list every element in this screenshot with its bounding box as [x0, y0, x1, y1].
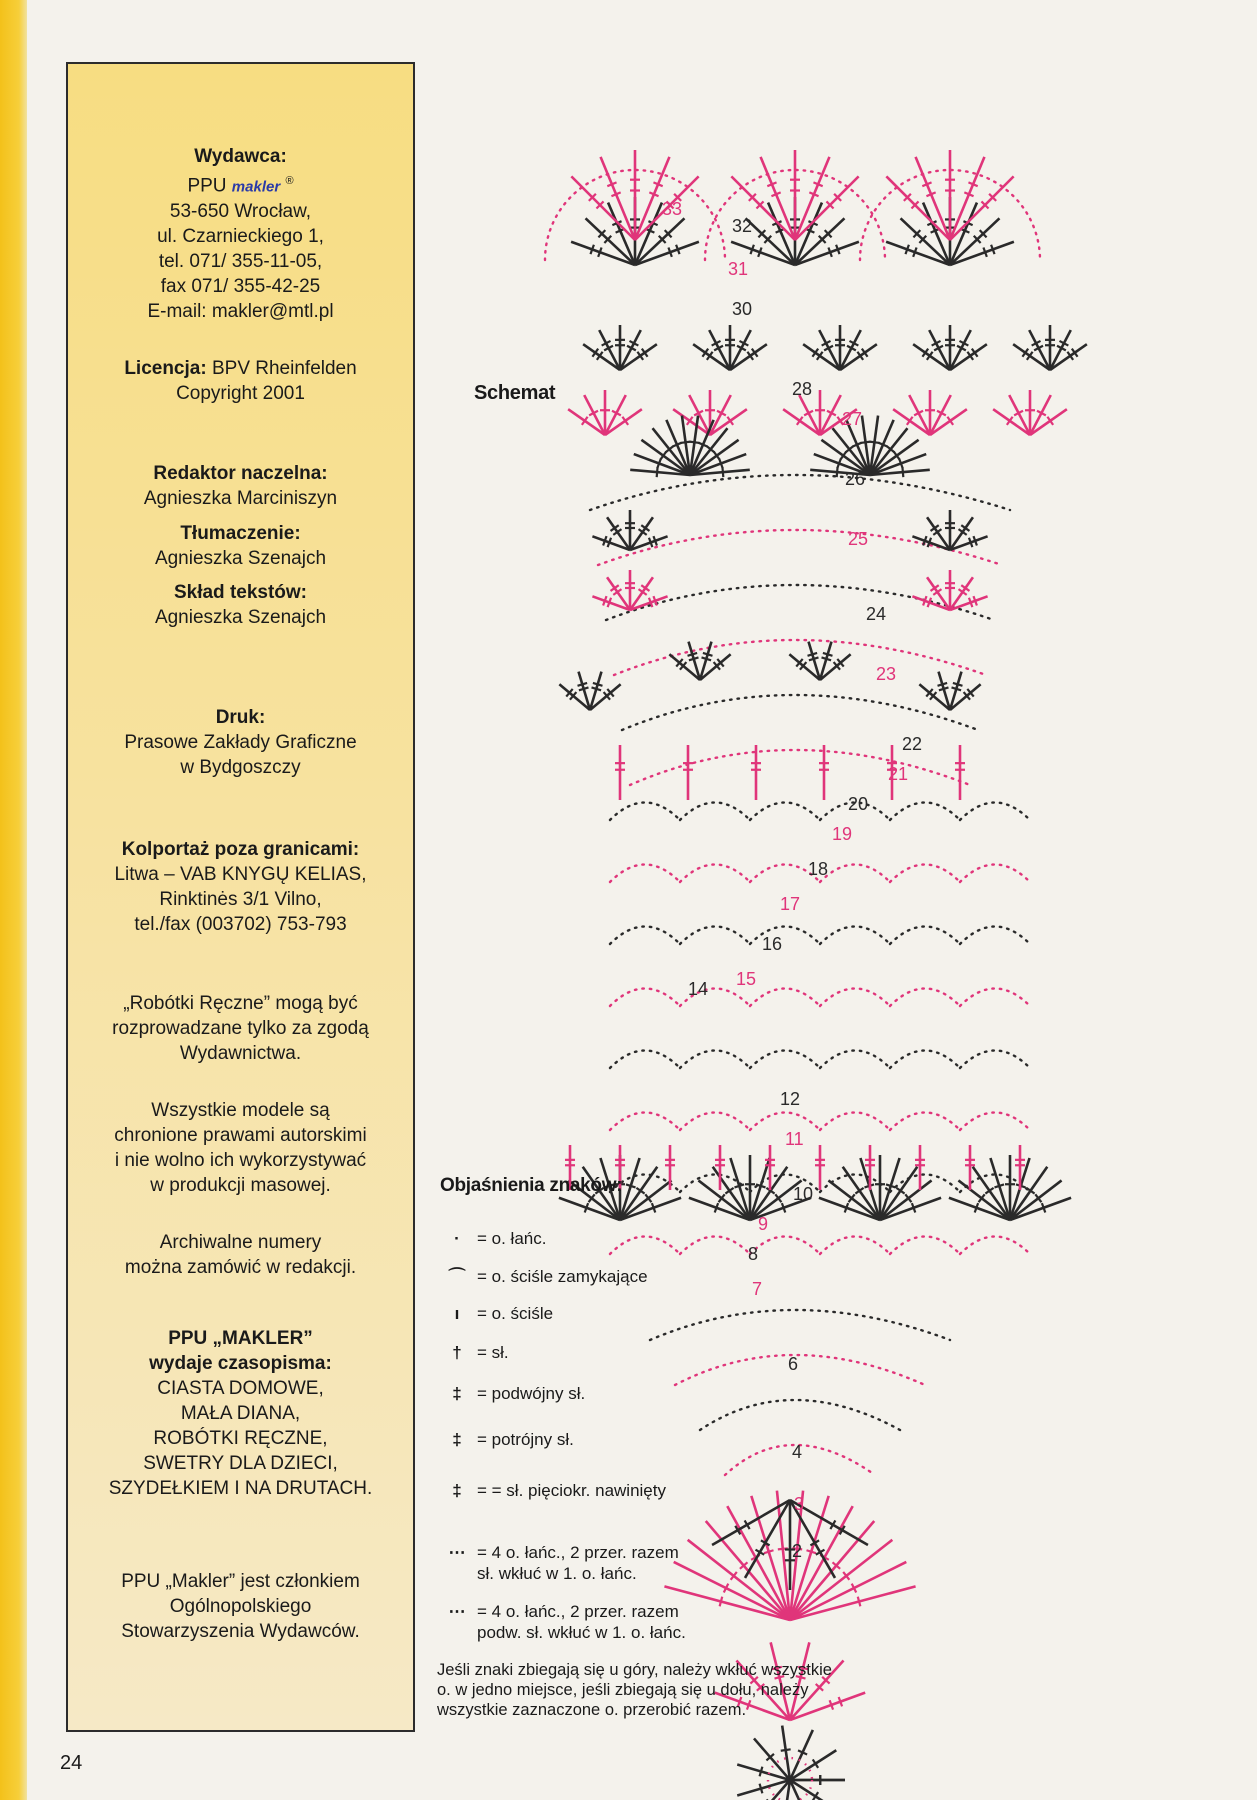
legend-symbol: ‡	[452, 1384, 462, 1403]
legend-text: = o. ściśle	[477, 1304, 554, 1323]
stitch-bar	[837, 467, 838, 477]
magazine-title: SZYDEŁKIEM I NA DRUTACH.	[108, 1478, 373, 1499]
chain-arc	[820, 927, 890, 945]
distribution-heading: Kolportaż poza granicami:	[121, 839, 360, 860]
rights-block	[68, 991, 413, 1066]
typesetting-name: Agnieszka Szenajch	[154, 607, 327, 628]
chain-arc	[750, 1113, 820, 1131]
archive-block	[68, 1230, 413, 1280]
round-number: 3	[794, 1494, 805, 1514]
licence-block	[68, 356, 413, 406]
copyright-notice-line: Wszystkie modele są	[151, 1100, 330, 1121]
translation-name: Agnieszka Szenajch	[154, 548, 327, 569]
archive-line: Archiwalne numery	[159, 1232, 322, 1253]
publisher-line: tel. 071/ 355-11-05,	[158, 251, 323, 273]
publisher-email: E-mail: makler@mtl.pl	[147, 301, 334, 323]
magazines-heading: PPU „MAKLER”	[168, 1328, 313, 1349]
round-number: 24	[866, 604, 887, 624]
round-number: 27	[842, 409, 863, 429]
chain-arc	[680, 1051, 750, 1069]
chain-arc	[700, 1400, 900, 1430]
round-number: 22	[902, 734, 923, 754]
round-number: 12	[780, 1089, 801, 1109]
stitch-bar	[702, 657, 712, 660]
stitch-bar	[809, 657, 819, 660]
copyright-notice-block	[68, 1098, 413, 1198]
stitch-bar	[994, 1184, 1004, 1187]
chain-arc	[680, 927, 750, 945]
stitch-bar	[861, 442, 871, 443]
chain-arc	[820, 865, 890, 883]
chain-arc	[680, 865, 750, 883]
chain-arc	[750, 927, 820, 945]
chain-arc	[890, 1237, 960, 1255]
round-number: 6	[788, 1354, 799, 1374]
magazines-block	[68, 1326, 413, 1501]
round-number: 9	[758, 1214, 769, 1234]
stitch-bar	[822, 657, 832, 660]
stitch-stem	[790, 1586, 916, 1620]
stitch-bar	[760, 1767, 763, 1777]
registered-mark: ®	[285, 175, 294, 187]
licence-label: Licencja:	[124, 358, 207, 379]
chain-arc	[890, 865, 960, 883]
legend-row	[437, 1303, 553, 1324]
publisher-name: PPU	[187, 175, 227, 197]
chain-arc	[590, 475, 1010, 510]
makler-logo: makler	[231, 178, 281, 196]
copyright-notice-line: i nie wolno ich wykorzystywać	[114, 1150, 367, 1171]
stitch-bar	[858, 1597, 861, 1607]
stitch-bar	[823, 653, 833, 656]
chain-arc	[610, 1237, 680, 1255]
round-number: 7	[752, 1279, 763, 1299]
round-number: 15	[736, 969, 757, 989]
stitch-bar	[592, 687, 602, 690]
round-number: 28	[792, 379, 813, 399]
stitch-bar	[657, 467, 658, 477]
legend-row	[437, 1228, 546, 1249]
legend-symbol: ·	[454, 1229, 460, 1248]
chain-arc	[610, 927, 680, 945]
chain-arc	[630, 750, 970, 785]
round-number: 8	[748, 1244, 759, 1264]
stitch-stem	[698, 1180, 750, 1220]
chain-arc	[820, 1113, 890, 1131]
round-number: 18	[808, 859, 829, 879]
stitch-bar	[579, 687, 589, 690]
magazine-title: SWETRY DLA DZIECI,	[143, 1453, 338, 1474]
chain-arc	[750, 803, 820, 821]
chain-arc	[610, 989, 680, 1007]
round-number: 21	[888, 764, 909, 784]
membership-line: PPU „Makler” jest członkiem	[121, 1571, 360, 1592]
round-number: 19	[832, 824, 853, 844]
page-number: 24	[60, 1752, 83, 1774]
stitch-stem	[1010, 1180, 1062, 1220]
round-number: 16	[762, 934, 783, 954]
stitch-bar	[869, 442, 879, 443]
chain-arc	[960, 989, 1030, 1007]
stitch-stem	[958, 1180, 1010, 1220]
stitch-bar	[722, 467, 723, 477]
chain-arc	[960, 1051, 1030, 1069]
legend-text: = sł.	[477, 1343, 509, 1362]
licence-value: BPV Rheinfelden	[211, 358, 357, 379]
stitch-bar	[952, 687, 962, 690]
stitch-bar	[781, 1749, 791, 1750]
chain-arc	[675, 1355, 925, 1385]
print-heading: Druk:	[215, 707, 266, 728]
chain-arc	[610, 1051, 680, 1069]
rights-line: rozprowadzane tylko za zgodą	[112, 1018, 369, 1039]
legend-symbol: ⋯	[448, 1543, 466, 1562]
stitch-bar	[953, 683, 963, 686]
legend-note: Jeśli znaki zbiegają się u góry, należy wkłuć wszystkie o. w jedno miejsce, jeśli zbiegają się u dołu, należy wszystkie zaznaczone o. przerobić razem.	[437, 1661, 832, 1719]
stitch-stem	[795, 176, 859, 240]
chain-arc	[820, 1237, 890, 1255]
chain-arc	[890, 927, 960, 945]
round-number: 2	[792, 1541, 803, 1561]
stitch-bar	[764, 1550, 774, 1553]
legend-symbol: ⌒	[448, 1267, 466, 1286]
chain-arc	[820, 1051, 890, 1069]
magazines-subheading: wydaje czasopisma:	[149, 1353, 332, 1374]
stitch-bar	[703, 653, 713, 656]
editor-name: Agnieszka Marciniszyn	[143, 488, 338, 509]
publisher-line: fax 071/ 355-42-25	[160, 276, 321, 298]
round-number: 17	[780, 894, 801, 914]
legend-row	[437, 1542, 679, 1584]
stitch-bar	[688, 653, 698, 656]
stitch-bar	[720, 1597, 723, 1607]
magazine-title: CIASTA DOMOWE,	[157, 1378, 324, 1399]
legend-row	[437, 1383, 585, 1404]
stitch-stem	[620, 1180, 672, 1220]
legend-symbol: †	[452, 1343, 462, 1362]
round-number: 31	[728, 259, 749, 279]
chain-arc	[960, 1237, 1030, 1255]
magazine-title: ROBÓTKI RĘCZNE,	[153, 1428, 328, 1449]
diagram-label: Schemat	[474, 382, 556, 404]
stitch-stem	[688, 1540, 790, 1620]
stitch-bar	[808, 653, 818, 656]
chain-arc	[750, 989, 820, 1007]
chain-arc	[890, 803, 960, 821]
distribution-line: Litwa – VAB KNYGŲ KELIAS,	[114, 864, 367, 885]
round-number: 30	[732, 299, 753, 319]
round-number: 10	[793, 1184, 814, 1204]
legend-row	[437, 1342, 509, 1363]
chain-arc	[680, 1237, 750, 1255]
chain-arc	[890, 1051, 960, 1069]
distribution-line: Rinktinės 3/1 Vilno,	[159, 889, 322, 910]
translation-heading: Tłumaczenie:	[180, 523, 301, 544]
copyright-line: Copyright 2001	[176, 383, 305, 404]
round-number: 11	[785, 1129, 804, 1149]
round-number: 33	[662, 199, 683, 219]
stitch-bar	[689, 442, 699, 443]
round-number: 23	[876, 664, 897, 684]
round-number: 26	[845, 469, 866, 489]
membership-line: Ogólnopolskiego	[169, 1596, 312, 1617]
print-block	[68, 705, 413, 780]
stitch-bar	[938, 683, 948, 686]
distribution-block	[68, 837, 413, 937]
stitch-stem	[886, 176, 950, 240]
legend-text: = o. ściśle zamykające	[477, 1267, 648, 1286]
chain-arc	[750, 1051, 820, 1069]
stitch-bar	[806, 1550, 816, 1553]
magazine-title: MAŁA DIANA,	[180, 1403, 301, 1424]
publisher-name-line	[68, 169, 413, 199]
print-line: Prasowe Zakłady Graficzne	[124, 732, 357, 753]
legend-text: = 4 o. łańc., 2 przer. razem sł. wkłuć w 1. o. łańc.	[477, 1543, 679, 1583]
stitch-bar	[689, 657, 699, 660]
legend-symbol: ‡	[452, 1430, 462, 1449]
legend-row	[437, 1429, 574, 1450]
round-number: 4	[792, 1442, 803, 1462]
publisher-info-box	[66, 62, 415, 1732]
legend-symbol: ⋯	[448, 1602, 466, 1621]
membership-line: Stowarzyszenia Wydawców.	[121, 1621, 360, 1642]
stitch-stem	[828, 1180, 880, 1220]
stitch-stem	[950, 176, 1014, 240]
stitch-bar	[902, 467, 903, 477]
stitch-stem	[790, 1540, 892, 1620]
chain-arc	[610, 865, 680, 883]
chain-arc	[960, 1113, 1030, 1131]
stitch-bar	[578, 683, 588, 686]
legend-symbol: ‡	[452, 1481, 462, 1500]
legend-text: = o. łańc.	[477, 1229, 547, 1248]
chain-arc	[960, 803, 1030, 821]
editor-block	[68, 461, 413, 511]
stitch-bar	[626, 1184, 636, 1187]
distribution-line: tel./fax (003702) 753-793	[134, 914, 347, 935]
typesetting-block	[68, 580, 413, 630]
chain-arc	[610, 803, 680, 821]
stitch-stem	[571, 176, 635, 240]
legend-row	[437, 1601, 686, 1643]
stitch-bar	[734, 1184, 744, 1187]
stitch-bar	[681, 442, 691, 443]
publisher-block	[68, 144, 413, 324]
yellow-side-stripe	[0, 0, 27, 1800]
stitch-stem	[880, 1180, 932, 1220]
round-number: 32	[732, 216, 753, 236]
print-line: w Bydgoszczy	[180, 757, 301, 778]
rights-line: Wydawnictwa.	[179, 1043, 302, 1064]
editor-heading: Redaktor naczelna:	[153, 463, 328, 484]
round-number: 14	[688, 979, 709, 999]
legend-text: = 4 o. łańc., 2 przer. razem podw. sł. wkłuć w 1. o. łańc.	[477, 1602, 686, 1642]
membership-block	[68, 1569, 413, 1644]
stitch-bar	[756, 1184, 766, 1187]
chain-arc	[750, 1237, 820, 1255]
archive-line: można zamówić w redakcji.	[124, 1257, 357, 1278]
chain-arc	[960, 927, 1030, 945]
chain-arc	[680, 803, 750, 821]
stitch-bar	[593, 683, 603, 686]
round-number: 25	[848, 529, 869, 549]
publisher-heading: Wydawca:	[194, 146, 287, 167]
legend-text: = potrójny sł.	[477, 1430, 574, 1449]
stitch-bar	[760, 1784, 763, 1794]
legend-symbol: ı	[454, 1304, 460, 1323]
legend-text: = podwójny sł.	[477, 1384, 586, 1403]
chain-arc	[680, 1113, 750, 1131]
legend-row	[437, 1480, 666, 1501]
chain-arc	[820, 989, 890, 1007]
chain-arc	[610, 1113, 680, 1131]
chain-arc	[614, 640, 986, 675]
chain-arc	[622, 695, 978, 730]
translation-block	[68, 521, 413, 571]
chain-arc	[890, 989, 960, 1007]
legend-text: = = sł. pięciokr. nawinięty	[477, 1481, 666, 1500]
typesetting-heading: Skład tekstów:	[173, 582, 308, 603]
stitch-bar	[886, 1184, 896, 1187]
round-number: 20	[848, 794, 869, 814]
publisher-line: ul. Czarnieckiego 1,	[157, 226, 324, 248]
publisher-line: 53-650 Wrocław,	[169, 201, 312, 223]
copyright-notice-line: chronione prawami autorskimi	[114, 1125, 367, 1146]
copyright-notice-line: w produkcji masowej.	[150, 1175, 331, 1196]
chain-arc	[890, 1113, 960, 1131]
chain-arc	[650, 1310, 950, 1340]
legend-title: Objaśnienia znaków:	[440, 1175, 623, 1196]
chain-arc	[960, 865, 1030, 883]
rights-line: „Robótki Ręczne” mogą być	[123, 993, 358, 1014]
stitch-bar	[939, 687, 949, 690]
legend-row	[437, 1266, 648, 1287]
